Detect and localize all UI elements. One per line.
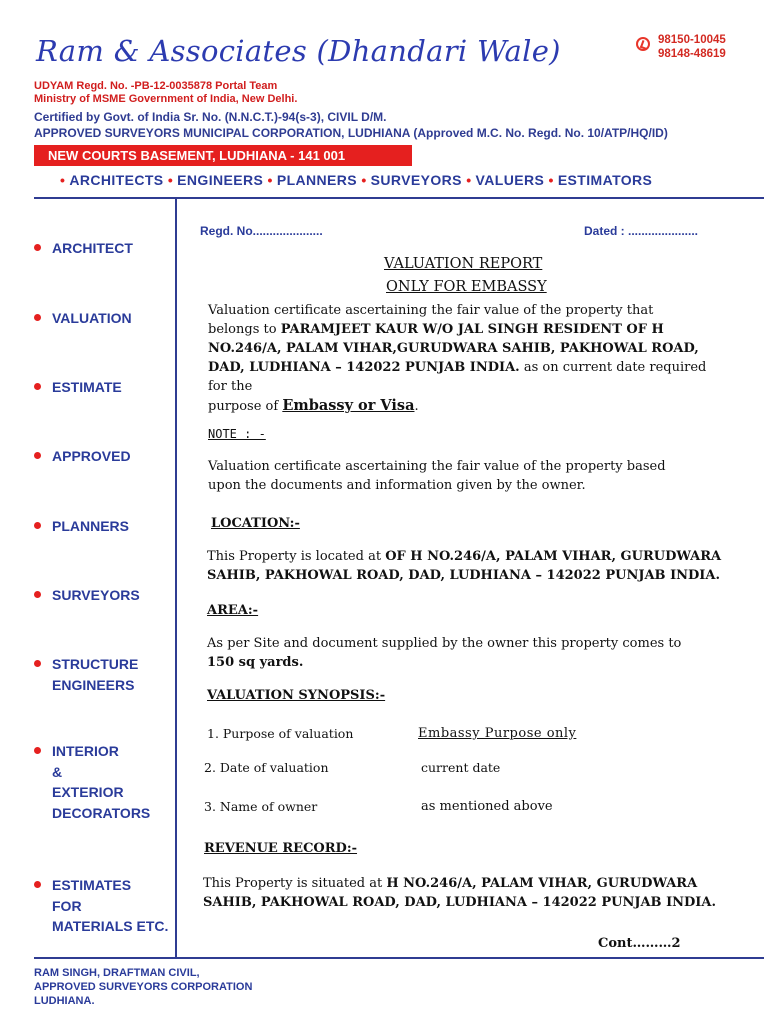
bullet-icon bbox=[34, 522, 41, 529]
sidebar-item-valuation: VALUATION bbox=[34, 308, 132, 329]
sidebar-item-architect: ARCHITECT bbox=[34, 238, 133, 259]
sidebar-item-structure-engineers: STRUCTURE ENGINEERS bbox=[34, 654, 138, 695]
services-line: • ARCHITECTS • ENGINEERS • PLANNERS • SURVEYORS • VALUERS • ESTIMATORS bbox=[60, 172, 653, 188]
bullet-icon bbox=[34, 452, 41, 459]
bullet-icon: • bbox=[361, 172, 367, 188]
bullet-icon bbox=[34, 383, 41, 390]
note-label: NOTE : - bbox=[208, 427, 266, 441]
bullet-icon bbox=[34, 660, 41, 667]
synopsis-label: VALUATION SYNOPSIS:- bbox=[207, 688, 386, 703]
phone-number-1: 98150-10045 bbox=[658, 34, 726, 46]
synopsis-owner-label: 3. Name of owner bbox=[204, 799, 318, 814]
sidebar-item-estimate: ESTIMATE bbox=[34, 377, 122, 398]
dated: Dated : ..................... bbox=[584, 224, 699, 238]
synopsis-date-value: current date bbox=[421, 760, 501, 775]
bullet-icon: • bbox=[466, 172, 472, 188]
bullet-icon: • bbox=[548, 172, 554, 188]
firm-name: Ram & Associates (Dhandari Wale) bbox=[36, 34, 561, 68]
bullet-icon bbox=[34, 881, 41, 888]
ministry-line: Ministry of MSME Government of India, New Delhi. bbox=[34, 93, 298, 105]
address-banner: NEW COURTS BASEMENT, LUDHIANA - 141 001 bbox=[34, 145, 412, 166]
area-label: AREA:- bbox=[207, 603, 259, 618]
intro-paragraph: Valuation certificate ascertaining the fair value of the property that belongs to PARAMJEET KAUR W/O JAL SINGH RESIDENT OF H NO.246/A, PALAM VIHAR,GURUDWARA SAHIB, PAKHOWAL ROAD, DAD, LUDHIANA – 142022 PUNJAB INDIA. as on current date required for the purpose of Embassy or Visa. bbox=[208, 303, 707, 414]
revenue-label: REVENUE RECORD:- bbox=[204, 841, 358, 856]
approval-line: APPROVED SURVEYORS MUNICIPAL CORPORATION, LUDHIANA (Approved M.C. No. Regd. No. 10/ATP/HQ/ID) bbox=[34, 126, 668, 140]
revenue-paragraph: This Property is situated at H NO.246/A, PALAM VIHAR, GURUDWARA SAHIB, PAKHOWAL ROAD, DAD, LUDHIANA – 142022 PUNJAB INDIA. bbox=[203, 876, 717, 910]
location-paragraph: This Property is located at OF H NO.246/A, PALAM VIHAR, GURUDWARA SAHIB, PAKHOWAL ROAD, DAD, LUDHIANA – 142022 PUNJAB INDIA. bbox=[207, 549, 722, 583]
note-paragraph: Valuation certificate ascertaining the fair value of the property based upon the documents and information given by the owner. bbox=[208, 459, 666, 493]
udyam-registration: UDYAM Regd. No. -PB-12-0035878 Portal Team bbox=[34, 80, 278, 92]
sidebar-item-decorators: INTERIOR & EXTERIOR DECORATORS bbox=[34, 741, 150, 823]
bullet-icon: • bbox=[167, 172, 174, 188]
sidebar-item-planners: PLANNERS bbox=[34, 516, 129, 537]
synopsis-owner-value: as mentioned above bbox=[421, 799, 553, 814]
bullet-icon: • bbox=[267, 172, 273, 188]
phone-number-2: 98148-48619 bbox=[658, 48, 726, 60]
certification-line: Certified by Govt. of India Sr. No. (N.N.C.T.)-94(s-3), CIVIL D/M. bbox=[34, 110, 387, 124]
area-paragraph: As per Site and document supplied by the owner this property comes to 150 sq yards. bbox=[207, 636, 682, 670]
sidebar-item-approved: APPROVED bbox=[34, 446, 131, 467]
phone-icon bbox=[636, 37, 650, 51]
synopsis-purpose-label: 1. Purpose of valuation bbox=[207, 726, 354, 741]
report-subtitle: ONLY FOR EMBASSY bbox=[386, 279, 547, 295]
bullet-icon bbox=[34, 591, 41, 598]
bullet-icon: • bbox=[60, 172, 66, 188]
regd-no: Regd. No..................... bbox=[200, 224, 323, 238]
continued-marker: Cont………2 bbox=[598, 936, 681, 951]
footer-divider bbox=[34, 957, 764, 959]
synopsis-date-label: 2. Date of valuation bbox=[204, 760, 329, 775]
sidebar-item-surveyors: SURVEYORS bbox=[34, 585, 140, 606]
report-title: VALUATION REPORT bbox=[384, 256, 543, 272]
synopsis-purpose-value: Embassy Purpose only bbox=[418, 726, 577, 741]
location-label: LOCATION:- bbox=[211, 516, 300, 531]
bullet-icon bbox=[34, 244, 41, 251]
footer-signature: RAM SINGH, DRAFTMAN CIVIL, APPROVED SURVEYORS CORPORATION LUDHIANA. bbox=[34, 967, 253, 1007]
header-divider bbox=[34, 197, 764, 199]
bullet-icon bbox=[34, 314, 41, 321]
sidebar-item-estimates: ESTIMATES FOR MATERIALS ETC. bbox=[34, 875, 168, 937]
sidebar-divider bbox=[175, 197, 177, 957]
bullet-icon bbox=[34, 747, 41, 754]
